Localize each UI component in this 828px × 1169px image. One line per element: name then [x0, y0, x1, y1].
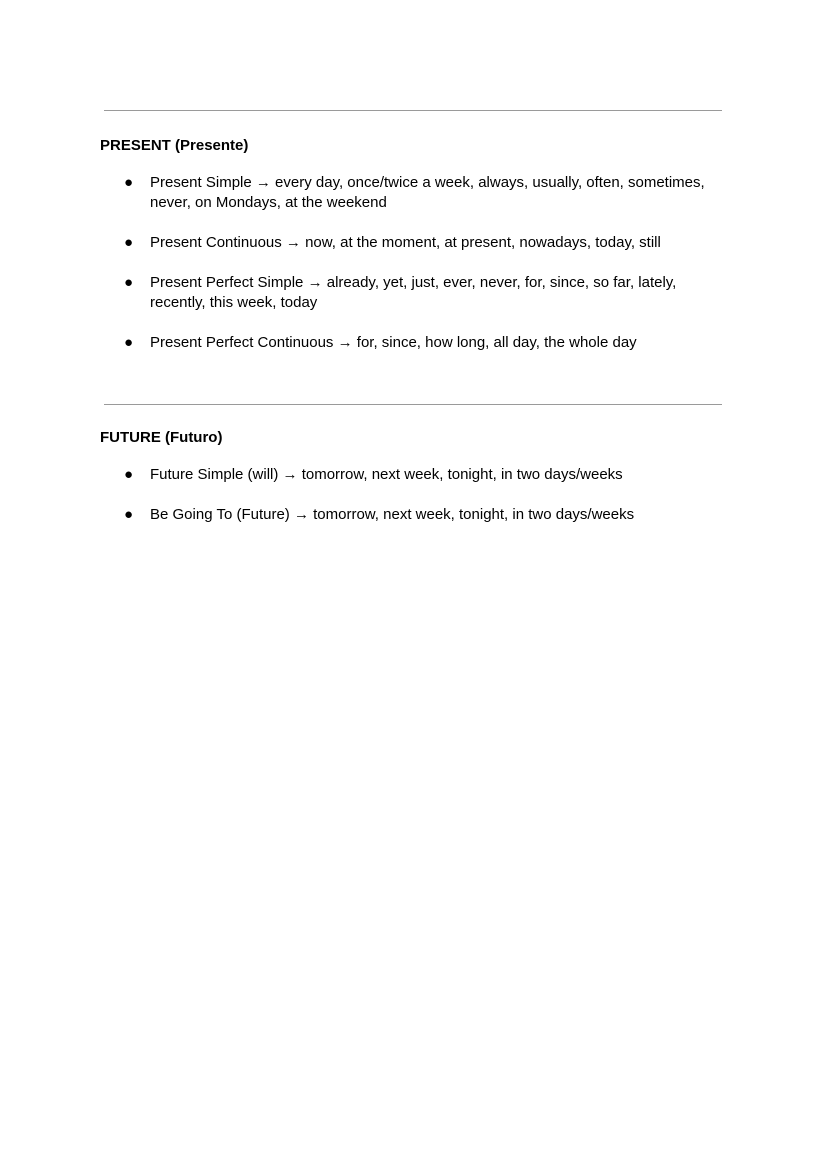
- list-item: [0, 273, 828, 313]
- list-item: [0, 233, 828, 253]
- section-divider: [104, 110, 722, 111]
- list-item: [0, 465, 828, 485]
- list-item-text: Present Continuous → now, at the moment, at present, nowadays, today, still: [150, 234, 661, 251]
- bullet-icon: ●: [124, 234, 134, 251]
- present-tense-list: [0, 173, 828, 373]
- future-tense-list: [0, 465, 828, 545]
- bullet-icon: ●: [124, 174, 134, 191]
- section-heading-future: FUTURE (Futuro): [100, 429, 223, 446]
- section-divider: [104, 404, 722, 405]
- list-item-text: Future Simple (will) → tomorrow, next week, tonight, in two days/weeks: [150, 466, 623, 483]
- bullet-icon: ●: [124, 466, 134, 483]
- bullet-icon: ●: [124, 334, 134, 351]
- list-item-text: Present Perfect Continuous → for, since, how long, all day, the whole day: [150, 334, 637, 351]
- list-item: [0, 173, 828, 213]
- list-item-text: Present Perfect Simple → already, yet, just, ever, never, for, since, so far, lately, recently, this week, today: [150, 274, 677, 311]
- bullet-icon: ●: [124, 274, 134, 291]
- list-item: [0, 505, 828, 525]
- list-item-text: Present Simple → every day, once/twice a week, always, usually, often, sometimes, never, on Mondays, at the weekend: [150, 174, 705, 211]
- list-item-text: Be Going To (Future) → tomorrow, next week, tonight, in two days/weeks: [150, 506, 635, 523]
- section-heading-present: PRESENT (Presente): [100, 137, 249, 154]
- bullet-icon: ●: [124, 506, 134, 523]
- list-item: [0, 333, 828, 353]
